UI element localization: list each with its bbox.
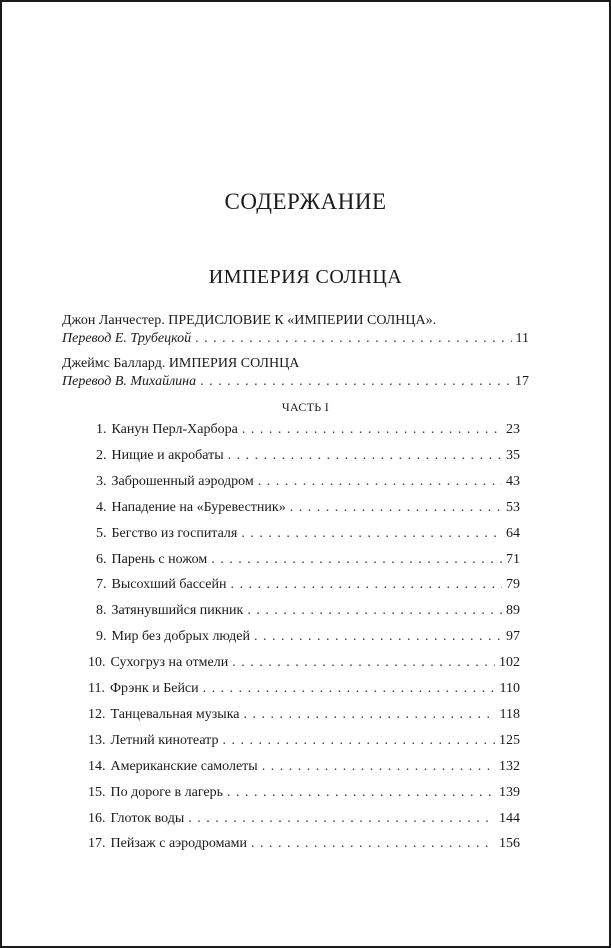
dot-leader <box>231 576 502 594</box>
page-number: 110 <box>499 681 520 696</box>
novel-author-title: Джеймс Баллард. ИМПЕРИЯ СОЛНЦА <box>62 356 300 371</box>
dot-leader <box>262 758 495 776</box>
page-title: СОДЕРЖАНИЕ <box>224 189 387 214</box>
page-number: 125 <box>499 732 520 748</box>
page-number: 35 <box>506 447 520 463</box>
chapter-title: Танцевальная музыка <box>110 706 240 722</box>
toc-entry-chapter[interactable] <box>96 421 520 439</box>
chapter-title: Высохший бассейн <box>111 577 227 593</box>
page-number: 89 <box>506 603 520 619</box>
dot-leader <box>247 602 502 620</box>
dot-leader <box>232 654 495 672</box>
chapter-number: 15. <box>88 784 106 800</box>
chapter-title: Парень с ножом <box>111 551 208 567</box>
page-number: 11 <box>515 331 529 346</box>
toc-entry-chapter[interactable] <box>96 473 520 491</box>
toc-entry-chapter[interactable] <box>88 758 520 776</box>
chapter-title: По дороге в лагерь <box>110 784 223 800</box>
dot-leader <box>188 810 495 828</box>
chapter-number: 11. <box>88 681 105 696</box>
dot-leader <box>222 732 495 750</box>
toc-entry-chapter[interactable] <box>88 732 520 750</box>
toc-entry-chapter[interactable] <box>88 784 520 802</box>
chapter-number: 2. <box>96 447 107 463</box>
toc-entry-chapter[interactable] <box>96 602 520 620</box>
chapter-number: 9. <box>96 629 107 645</box>
page-number: 139 <box>499 784 520 800</box>
toc-entry-chapter[interactable] <box>88 706 520 724</box>
toc-entry-chapter[interactable] <box>88 654 520 672</box>
page-number: 71 <box>506 551 520 567</box>
chapter-title: Заброшенный аэродром <box>111 473 254 489</box>
chapter-number: 13. <box>88 732 106 748</box>
page-number: 17 <box>515 374 529 389</box>
chapter-number: 10. <box>88 655 106 671</box>
dot-leader <box>251 835 495 853</box>
page-number: 156 <box>499 836 520 852</box>
chapter-title: Пейзаж с аэродромами <box>110 836 247 852</box>
toc-entry-foreword[interactable] <box>62 330 529 348</box>
page-number: 23 <box>506 422 520 437</box>
foreword-translator: Перевод Е. Трубецкой <box>62 331 192 346</box>
dot-leader <box>254 628 502 646</box>
toc-entry-chapter[interactable] <box>96 447 520 465</box>
page-number: 79 <box>506 577 520 593</box>
dot-leader <box>241 525 502 543</box>
novel-translator: Перевод В. Михайлина <box>62 374 197 389</box>
toc-entry-chapter[interactable] <box>96 551 520 569</box>
chapter-title: Сухогруз на отмели <box>110 655 229 671</box>
dot-leader <box>290 499 502 517</box>
chapter-number: 14. <box>88 758 106 774</box>
dot-leader <box>211 551 502 569</box>
chapter-title: Нападение на «Буревестник» <box>111 499 286 515</box>
chapter-number: 17. <box>88 836 106 852</box>
chapter-title: Канун Перл-Харбора <box>111 422 238 437</box>
toc-entry-chapter[interactable] <box>96 628 520 646</box>
chapter-number: 7. <box>96 577 107 593</box>
chapter-title: Нищие и акробаты <box>111 447 224 463</box>
page-number: 97 <box>506 629 520 645</box>
chapter-number: 3. <box>96 473 107 489</box>
book-title: ИМПЕРИЯ СОЛНЦА <box>208 266 403 288</box>
dot-leader <box>228 447 502 465</box>
dot-leader <box>200 373 511 391</box>
toc-entry-chapter[interactable] <box>88 680 520 698</box>
page-number: 102 <box>499 655 520 671</box>
foreword-author-title: Джон Ланчестер. ПРЕДИСЛОВИЕ К «ИМПЕРИИ СОЛНЦА». <box>62 313 437 328</box>
dot-leader <box>227 784 495 802</box>
dot-leader <box>195 330 511 348</box>
chapter-number: 5. <box>96 525 107 541</box>
chapter-title: Летний кинотеатр <box>110 732 219 748</box>
dot-leader <box>203 680 496 698</box>
part-label: ЧАСТЬ I <box>281 400 330 414</box>
page-number: 132 <box>499 758 520 774</box>
chapter-number: 1. <box>96 422 107 437</box>
page-number: 53 <box>506 499 520 515</box>
chapter-number: 6. <box>96 551 107 567</box>
chapter-title: Затянувшийся пикник <box>111 603 244 619</box>
toc-entry-chapter[interactable] <box>96 576 520 594</box>
chapter-number: 16. <box>88 810 106 826</box>
page-number: 64 <box>506 525 520 541</box>
chapter-title: Мир без добрых людей <box>111 629 251 645</box>
toc-entry-novel[interactable] <box>62 373 529 391</box>
dot-leader <box>242 421 502 439</box>
chapter-title: Американские самолеты <box>110 758 258 774</box>
dot-leader <box>244 706 496 724</box>
chapter-title: Глоток воды <box>110 810 185 826</box>
page-number: 144 <box>499 810 520 826</box>
chapter-title: Бегство из госпиталя <box>111 525 238 541</box>
toc-entry-chapter[interactable] <box>96 525 520 543</box>
toc-entry-chapter[interactable] <box>88 835 520 853</box>
toc-entry-chapter[interactable] <box>96 499 520 517</box>
toc-entry-chapter[interactable] <box>88 810 520 828</box>
page-number: 43 <box>506 473 520 489</box>
dot-leader <box>258 473 502 491</box>
chapter-number: 4. <box>96 499 107 515</box>
page-number: 118 <box>499 706 520 722</box>
chapter-number: 8. <box>96 603 107 619</box>
chapter-title: Фрэнк и Бейси <box>109 681 199 696</box>
chapter-number: 12. <box>88 706 106 722</box>
